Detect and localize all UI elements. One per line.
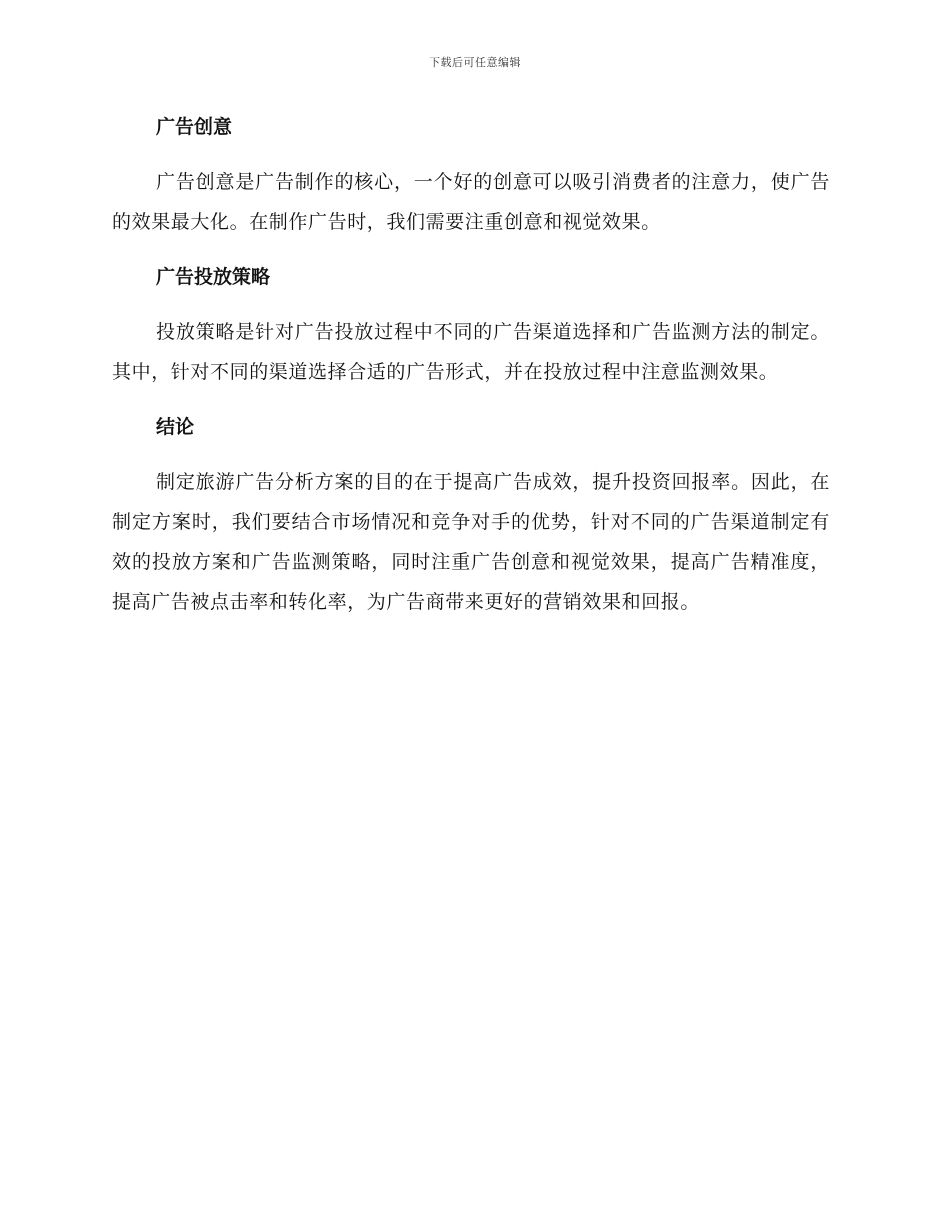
- section-heading-strategy: 广告投放策略: [156, 266, 271, 288]
- document-body: [112, 112, 830, 622]
- paragraph-strategy: 投放策略是针对广告投放过程中不同的广告渠道选择和广告监测方法的制定。其中，针对不同的渠道选择合适的广告形式，并在投放过程中注意监测效果。: [112, 321, 830, 383]
- header-note: 下载后可任意编辑: [429, 56, 521, 69]
- paragraph-creative: 广告创意是广告制作的核心，一个好的创意可以吸引消费者的注意力，使广告的效果最大化。在制作广告时，我们需要注重创意和视觉效果。: [112, 171, 830, 233]
- section-heading-conclusion: 结论: [156, 416, 195, 438]
- section-heading-creative: 广告创意: [156, 116, 233, 138]
- paragraph-conclusion: 制定旅游广告分析方案的目的在于提高广告成效，提升投资回报率。因此，在制定方案时，我们要结合市场情况和竞争对手的优势，针对不同的广告渠道制定有效的投放方案和广告监测策略，同时注重广告创意和视觉效果，提高广告精准度，提高广告被点击率和转化率，为广告商带来更好的营销效果和回报。: [112, 471, 830, 613]
